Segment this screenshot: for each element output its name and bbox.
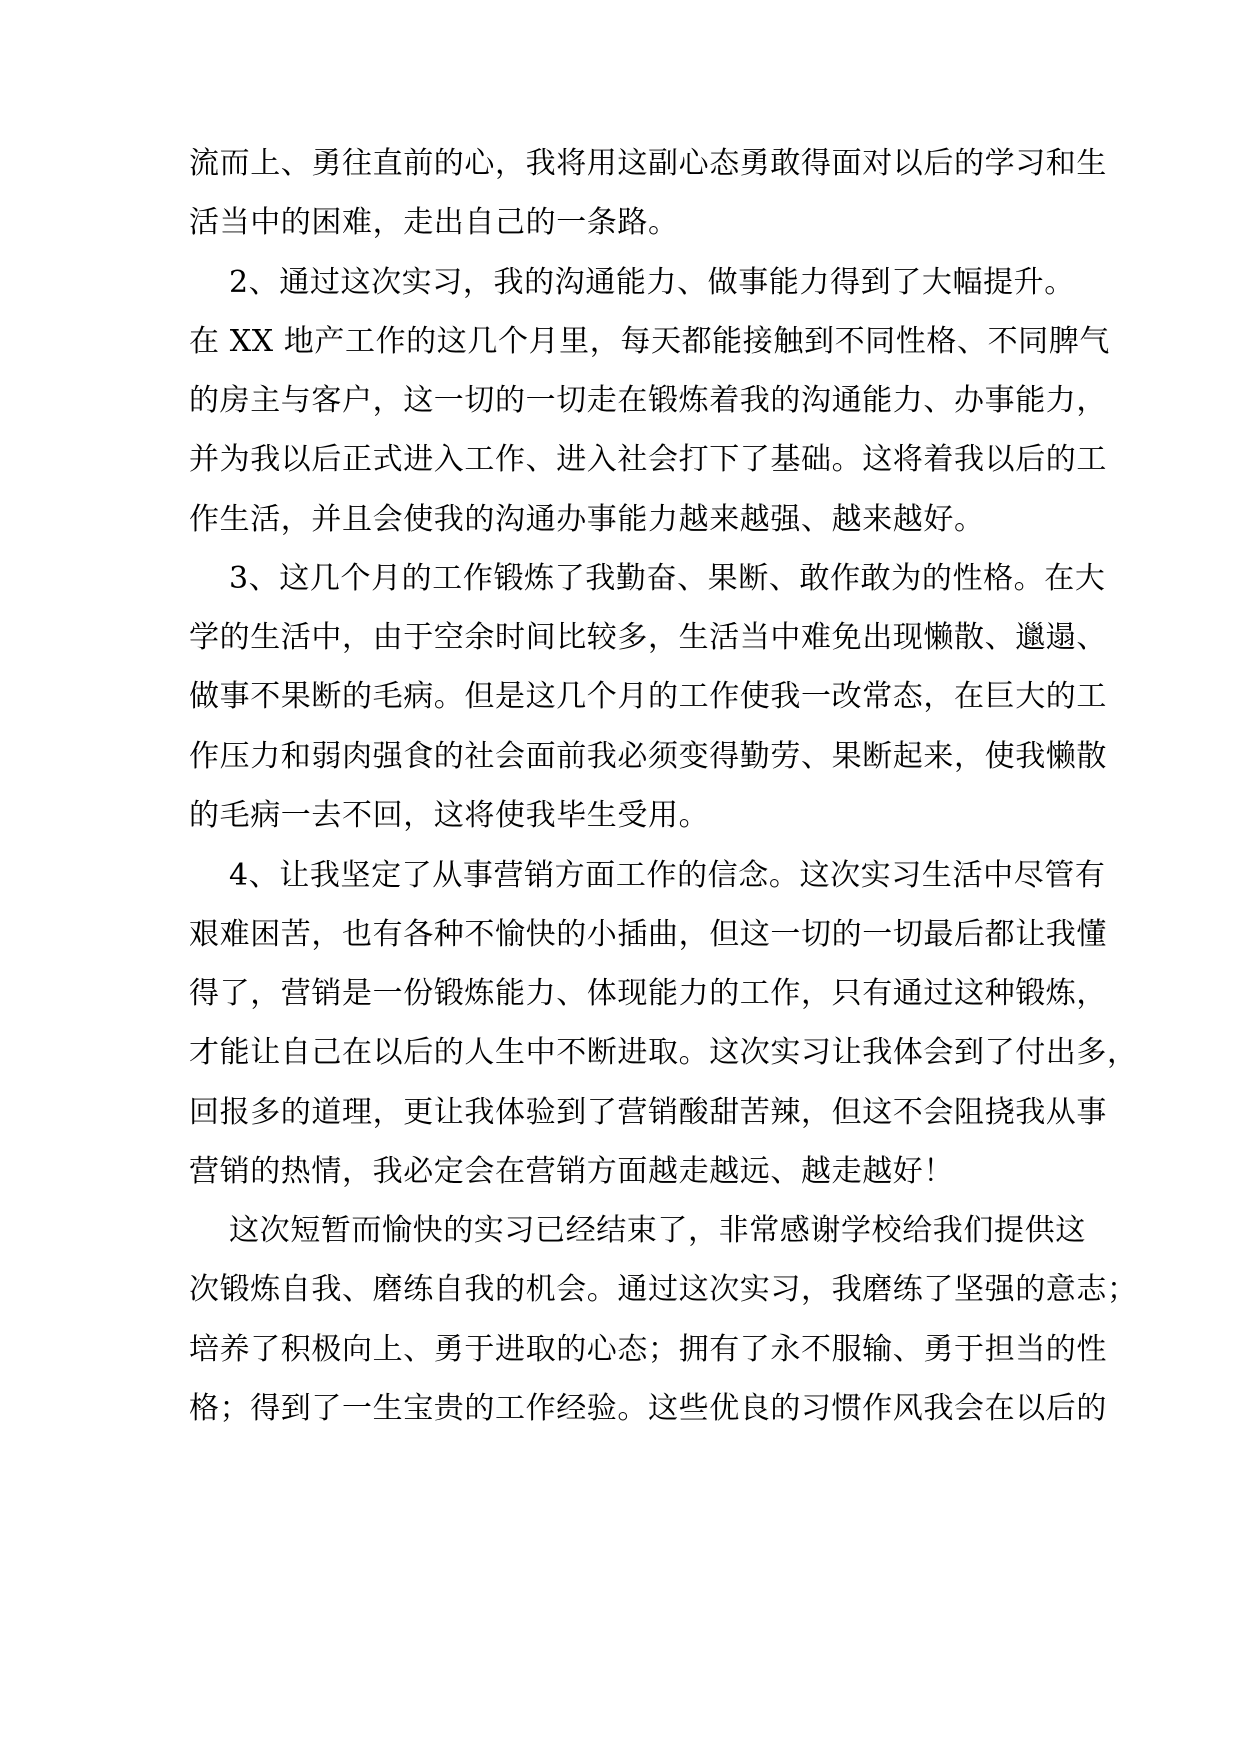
text-line: 培养了积极向上、勇于进取的心态；拥有了永不服输、勇于担当的性 (189, 1332, 1107, 1367)
text-line: 格；得到了一生宝贵的工作经验。这些优良的习惯作风我会在以后的 (189, 1391, 1107, 1426)
text-line: 学的生活中，由于空余时间比较多，生活当中难免出现懒散、邋遢、 (189, 620, 1107, 655)
text-line: 艰难困苦，也有各种不愉快的小插曲，但这一切的一切最后都让我懂 (189, 917, 1107, 952)
paragraph-start-line: 3、这几个月的工作锻炼了我勤奋、果断、敢作敢为的性格。在大 (229, 561, 1106, 596)
text-line: 的毛病一去不回，这将使我毕生受用。 (189, 798, 710, 833)
text-line: 流而上、勇往直前的心，我将用这副心态勇敢得面对以后的学习和生 (189, 146, 1107, 181)
paragraph-start-line: 2、通过这次实习，我的沟通能力、做事能力得到了大幅提升。 (229, 265, 1075, 300)
text-line: 并为我以后正式进入工作、进入社会打下了基础。这将着我以后的工 (189, 442, 1107, 477)
text-line: 营销的热情，我必定会在营销方面越走越远、越走越好！ (189, 1154, 954, 1189)
text-line: 得了，营销是一份锻炼能力、体现能力的工作，只有通过这种锻炼， (189, 976, 1107, 1011)
text-line: 作压力和弱肉强食的社会面前我必须变得勤劳、果断起来，使我懒散 (189, 739, 1107, 774)
paragraph-start-line: 这次短暂而愉快的实习已经结束了，非常感谢学校给我们提供这 (229, 1213, 1086, 1248)
text-line: 回报多的道理，更让我体验到了营销酸甜苦辣，但这不会阻挠我从事 (189, 1095, 1107, 1130)
text-line: 才能让自己在以后的人生中不断进取。这次实习让我体会到了付出多， (189, 1035, 1138, 1070)
text-line: 作生活，并且会使我的沟通办事能力越来越强、越来越好。 (189, 502, 985, 537)
paragraph-start-line: 4、让我坚定了从事营销方面工作的信念。这次实习生活中尽管有 (229, 858, 1106, 893)
text-line: 在 XX 地产工作的这几个月里，每天都能接触到不同性格、不同脾气 (189, 324, 1110, 359)
text-line: 做事不果断的毛病。但是这几个月的工作使我一改常态，在巨大的工 (189, 679, 1107, 714)
text-line: 活当中的困难，走出自己的一条路。 (189, 205, 679, 240)
text-line: 的房主与客户，这一切的一切走在锻炼着我的沟通能力、办事能力， (189, 383, 1107, 418)
text-line: 次锻炼自我、磨练自我的机会。通过这次实习，我磨练了坚强的意志； (189, 1272, 1138, 1307)
